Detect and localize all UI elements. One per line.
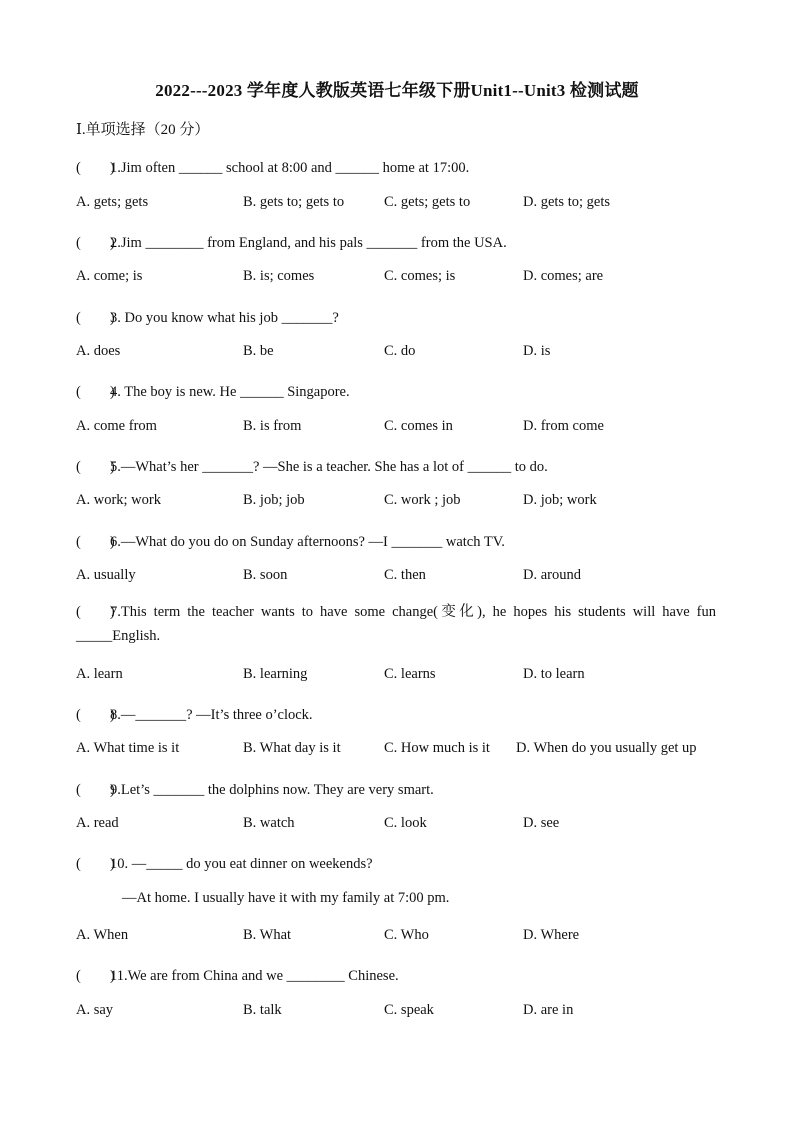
option-d: D. see bbox=[523, 815, 560, 831]
question-8 bbox=[76, 703, 313, 724]
option-b: B. What day is it bbox=[243, 740, 341, 756]
answer-blank: ( ) bbox=[76, 459, 115, 475]
option-c: C. speak bbox=[384, 1002, 434, 1018]
page-title: 2022---2023 学年度人教版英语七年级下册Unit1--Unit3 检测试题 bbox=[155, 81, 639, 100]
option-d: D. Where bbox=[523, 927, 580, 943]
option-b: B. watch bbox=[243, 815, 295, 831]
option-a: A. When bbox=[76, 927, 129, 943]
option-b: B. What bbox=[243, 927, 292, 943]
option-d: D. from come bbox=[523, 418, 604, 434]
question-5 bbox=[76, 455, 548, 476]
option-d: D. are in bbox=[523, 1002, 574, 1018]
question-text: 3. Do you know what his job _______? bbox=[110, 310, 339, 326]
question-7 bbox=[76, 600, 716, 648]
option-a: A. usually bbox=[76, 567, 136, 583]
option-a: A. learn bbox=[76, 666, 123, 682]
answer-blank: ( ) bbox=[76, 384, 115, 400]
answer-blank: ( ) bbox=[76, 534, 115, 550]
answer-blank: ( ) bbox=[76, 310, 115, 326]
option-b: B. is; comes bbox=[243, 268, 315, 284]
options-3 bbox=[76, 343, 726, 363]
option-a: A. say bbox=[76, 1002, 114, 1018]
question-text: 5.—What’s her _______? —She is a teacher. She has a lot of ______ to do. bbox=[110, 459, 548, 475]
question-9 bbox=[76, 778, 434, 799]
question-10-continuation: —At home. I usually have it with my family at 7:00 pm. bbox=[122, 890, 450, 906]
question-text: 6.—What do you do on Sunday afternoons? —I _______ watch TV. bbox=[110, 534, 505, 550]
options-8 bbox=[76, 740, 726, 760]
question-text: 11.We are from China and we ________ Chinese. bbox=[110, 968, 399, 984]
question-text: 9.Let’s _______ the dolphins now. They are very smart. bbox=[110, 782, 434, 798]
option-a: A. come from bbox=[76, 418, 157, 434]
question-6 bbox=[76, 530, 505, 551]
option-c: C. gets; gets to bbox=[384, 194, 471, 210]
option-a: A. read bbox=[76, 815, 119, 831]
option-c: C. learns bbox=[384, 666, 436, 682]
question-4 bbox=[76, 380, 350, 401]
question-text: 10. —_____ do you eat dinner on weekends? bbox=[110, 856, 373, 872]
option-c: C. work ; job bbox=[384, 492, 461, 508]
option-b: B. is from bbox=[243, 418, 302, 434]
question-10 bbox=[76, 852, 373, 873]
option-c: C. comes in bbox=[384, 418, 453, 434]
option-d: D. to learn bbox=[523, 666, 585, 682]
option-b: B. talk bbox=[243, 1002, 282, 1018]
options-9 bbox=[76, 815, 726, 835]
option-a: A. come; is bbox=[76, 268, 143, 284]
option-c: C. Who bbox=[384, 927, 429, 943]
option-c: C. then bbox=[384, 567, 426, 583]
option-d: D. When do you usually get up bbox=[516, 740, 697, 756]
question-text: 4. The boy is new. He ______ Singapore. bbox=[110, 384, 350, 400]
answer-blank: ( ) bbox=[76, 604, 115, 620]
option-c: C. How much is it bbox=[384, 740, 490, 756]
section-heading: Ⅰ.单项选择（20 分） bbox=[76, 122, 210, 138]
option-a: A. gets; gets bbox=[76, 194, 149, 210]
option-c: C. comes; is bbox=[384, 268, 456, 284]
option-d: D. job; work bbox=[523, 492, 597, 508]
option-d: D. gets to; gets bbox=[523, 194, 610, 210]
question-2 bbox=[76, 231, 507, 252]
option-b: B. learning bbox=[243, 666, 308, 682]
options-6 bbox=[76, 567, 726, 587]
options-1 bbox=[76, 194, 726, 214]
question-text: 2.Jim ________ from England, and his pals _______ from the USA. bbox=[110, 235, 507, 251]
answer-blank: ( ) bbox=[76, 856, 115, 872]
option-a: A. does bbox=[76, 343, 121, 359]
options-7 bbox=[76, 666, 726, 686]
options-4 bbox=[76, 418, 726, 438]
question-1 bbox=[76, 156, 469, 177]
options-10 bbox=[76, 927, 726, 947]
option-a: A. work; work bbox=[76, 492, 161, 508]
answer-blank: ( ) bbox=[76, 160, 115, 176]
option-d: D. is bbox=[523, 343, 551, 359]
option-d: D. around bbox=[523, 567, 581, 583]
option-c: C. do bbox=[384, 343, 416, 359]
answer-blank: ( ) bbox=[76, 707, 115, 723]
option-b: B. job; job bbox=[243, 492, 305, 508]
question-text: 7.This term the teacher wants to have some change(变化), he hopes his students will have fun _____English. bbox=[76, 604, 716, 644]
answer-blank: ( ) bbox=[76, 968, 115, 984]
question-text: 1.Jim often ______ school at 8:00 and ______ home at 17:00. bbox=[110, 160, 470, 176]
question-11 bbox=[76, 964, 399, 985]
answer-blank: ( ) bbox=[76, 235, 115, 251]
question-text: 8.—_______? —It’s three o’clock. bbox=[110, 707, 313, 723]
option-c: C. look bbox=[384, 815, 427, 831]
option-b: B. be bbox=[243, 343, 274, 359]
options-5 bbox=[76, 492, 726, 512]
option-b: B. soon bbox=[243, 567, 288, 583]
option-b: B. gets to; gets to bbox=[243, 194, 345, 210]
options-11 bbox=[76, 1002, 726, 1022]
options-2 bbox=[76, 268, 726, 288]
option-a: A. What time is it bbox=[76, 740, 180, 756]
option-d: D. comes; are bbox=[523, 268, 604, 284]
question-3 bbox=[76, 306, 339, 327]
answer-blank: ( ) bbox=[76, 782, 115, 798]
